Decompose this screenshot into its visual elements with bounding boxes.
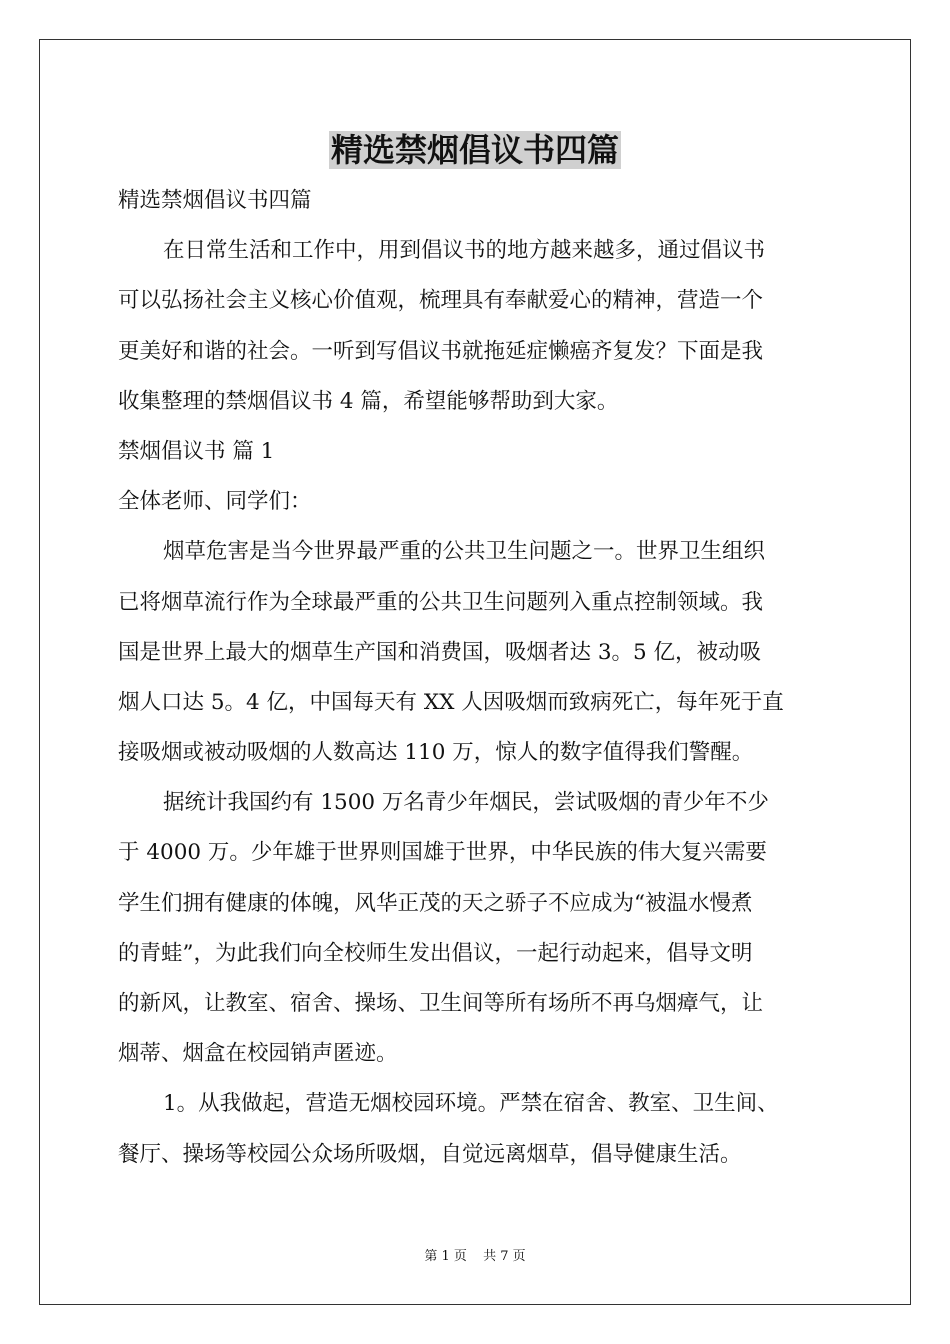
text-line: 烟草危害是当今世界最严重的公共卫生问题之一。世界卫生组织 — [163, 539, 766, 565]
text-line: 据统计我国约有 1500 万名青少年烟民，尝试吸烟的青少年不少 — [163, 790, 769, 816]
text-line: 国是世界上最大的烟草生产国和消费国，吸烟者达 3。5 亿，被动吸 — [118, 639, 762, 665]
text-line: 的新风，让教室、宿舍、操场、卫生间等所有场所不再乌烟瘴气，让 — [118, 991, 764, 1016]
text-line: 1。从我做起，营造无烟校园环境。严禁在宿舍、教室、卫生间、 — [163, 1091, 779, 1117]
page-number: 第 1 页 — [424, 1249, 467, 1264]
text-line: 接吸烟或被动吸烟的人数高达 110 万，惊人的数字值得我们警醒。 — [118, 740, 754, 766]
text-line: 更美好和谐的社会。一听到写倡议书就拖延症懒癌齐复发？下面是我 — [118, 338, 764, 364]
document-title — [0, 124, 950, 176]
text-line: 收集整理的禁烟倡议书 4 篇，希望能够帮助到大家。 — [118, 388, 619, 414]
text-line: 在日常生活和工作中，用到倡议书的地方越来越多，通过倡议书 — [163, 238, 766, 264]
page-total: 共 7 页 — [483, 1249, 526, 1264]
text-line: 烟蒂、烟盒在校园销声匿迹。 — [118, 1041, 398, 1067]
text-line: 可以弘扬社会主义核心价值观，梳理具有奉献爱心的精神，营造一个 — [118, 288, 764, 314]
text-line: 禁烟倡议书 篇 1 — [118, 438, 275, 464]
document-body — [118, 176, 834, 1180]
text-line: 学生们拥有健康的体魄，风华正茂的天之骄子不应成为“被温水慢煮 — [118, 890, 753, 916]
text-line: 已将烟草流行作为全球最严重的公共卫生问题列入重点控制领域。我 — [118, 589, 764, 615]
page-footer — [0, 1247, 950, 1267]
document-title-text: 精选禁烟倡议书四篇 — [330, 131, 619, 169]
text-line: 精选禁烟倡议书四篇 — [118, 188, 312, 213]
text-line: 烟人口达 5。4 亿，中国每天有 XX 人因吸烟而致病死亡，每年死于直 — [118, 689, 784, 715]
text-line: 的青蛙”，为此我们向全校师生发出倡议，一起行动起来，倡导文明 — [118, 940, 753, 966]
text-line: 餐厅、操场等校园公众场所吸烟，自觉远离烟草，倡导健康生活。 — [118, 1141, 742, 1167]
text-line: 全体老师、同学们： — [118, 489, 312, 515]
text-line: 于 4000 万。少年雄于世界则国雄于世界，中华民族的伟大复兴需要 — [118, 840, 767, 866]
